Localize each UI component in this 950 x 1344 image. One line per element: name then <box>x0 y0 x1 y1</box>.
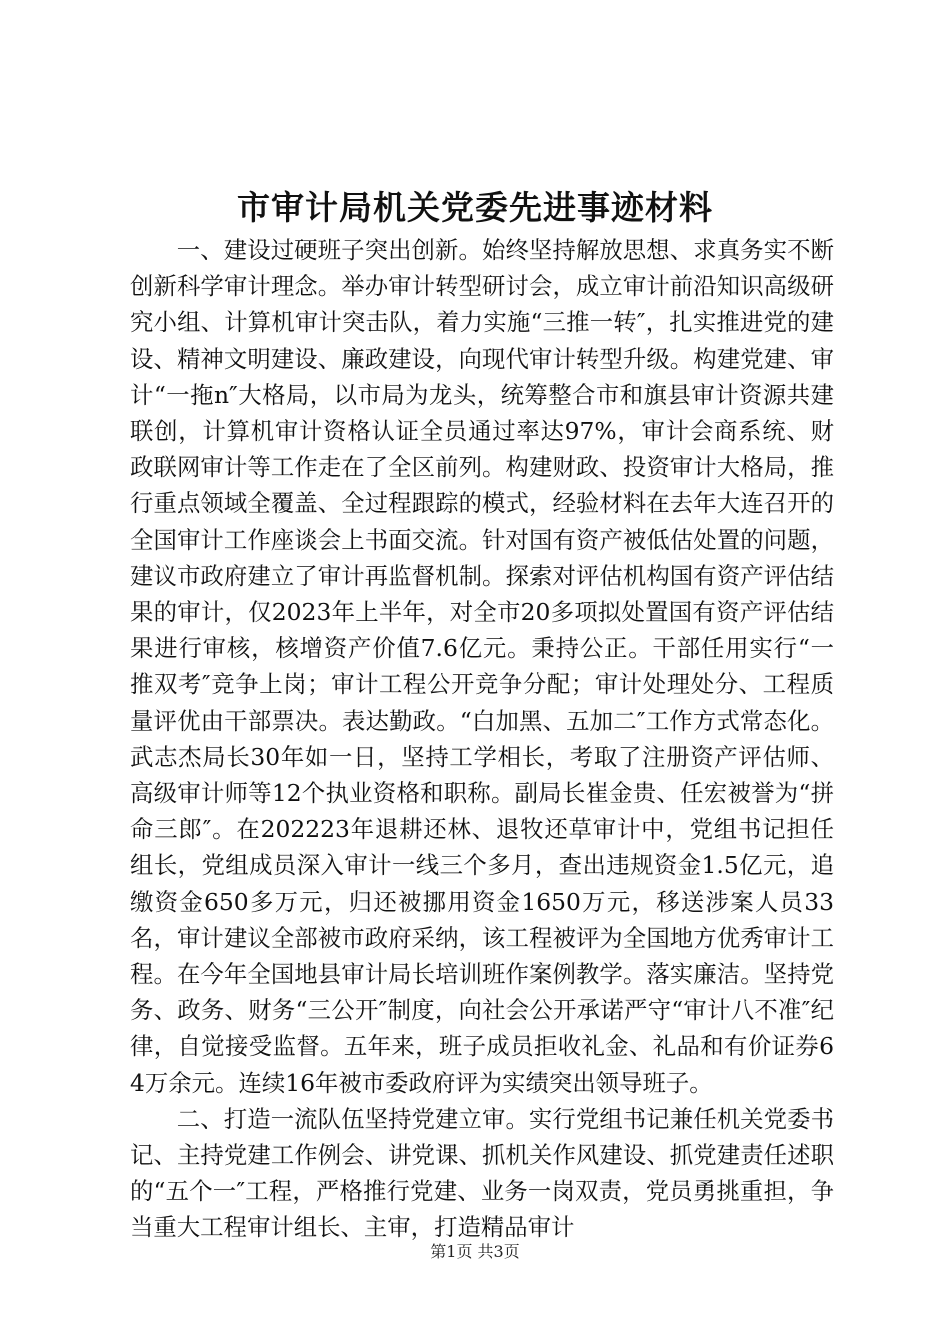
page-footer: 第1页 共3页 <box>430 1242 520 1261</box>
document-title: 市审计局机关党委先进事迹材料 <box>237 188 713 227</box>
paragraph-1: 一、建设过硬班子突出创新。始终坚持解放思想、求真务实不断创新科学审计理念。举办审计转型研讨会，成立审计前沿知识高级研究小组、计算机审计突击队，着力实施“三推一转″，扎实推进党的建设、精神文明建设、廉政建设，向现代审计转型升级。构建党建、审计“一拖n″大格局，以市局为龙头，统筹整合市和旗县审计资源共建联创，计算机审计资格认证全员通过率达97%，审计会商系统、财政联网审计等工作走在了全区前列。构建财政、投资审计大格局，推行重点领域全覆盖、全过程跟踪的模式，经验材料在去年大连召开的全国审计工作座谈会上书面交流。针对国有资产被低估处置的问题，建议市政府建立了审计再监督机制。探索对评估机构国有资产评估结果的审计，仅2023年上半年，对全市20多项拟处置国有资产评估结果进行审核，核增资产价值7.6亿元。秉持公正。干部任用实行“一推双考″竞争上岗；审计工程公开竞争分配；审计处理处分、工程质量评优由干部票决。表达勤政。“白加黑、五加二″工作方式常态化。武志杰局长30年如一日，坚持工学相长，考取了注册资产评估师、高级审计师等12个执业资格和职称。副局长崔金贵、任宏被誉为“拼命三郎″。在202223年退耕还林、退牧还草审计中，党组书记担任组长，党组成员深入审计一线三个多月，查出违规资金1.5亿元，追缴资金650多万元，归还被挪用资金1650万元，移送涉案人员33名，审计建议全部被市政府采纳，该工程被评为全国地方优秀审计工程。在今年全国地县审计局长培训班作案例教学。落实廉洁。坚持党务、政务、财务“三公开″制度，向社会公开承诺严守“审计八不准″纪律，自觉接受监督。五年来，班子成员拒收礼金、礼品和有价证券64万余元。连续16年被市委政府评为实绩突出领导班子。 <box>130 236 834 1097</box>
paragraph-2: 二、打造一流队伍坚持党建立审。实行党组书记兼任机关党委书记、主持党建工作例会、讲党课、抓机关作风建设、抓党建责任述职的“五个一″工程，严格推行党建、业务一岗双责，党员勇挑重担，争当重大工程审计组长、主审，打造精品审计 <box>130 1104 834 1242</box>
document-body <box>130 232 834 1246</box>
